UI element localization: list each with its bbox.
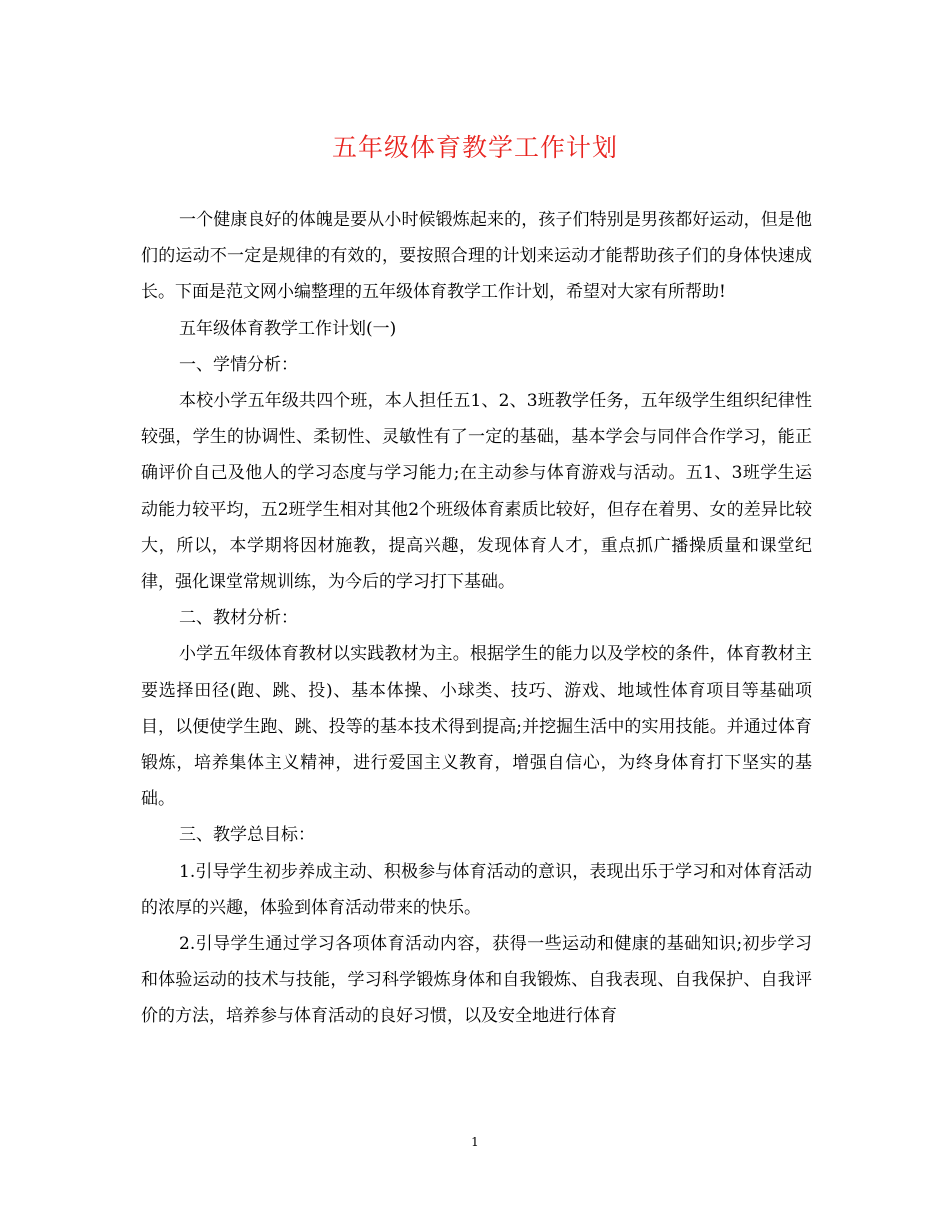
goal-item-1: 1.引导学生初步养成主动、积极参与体育活动的意识，表现出乐于学习和对体育活动的浓厚的兴趣，体验到体育活动带来的快乐。	[141, 861, 812, 918]
document-body	[141, 202, 812, 1035]
document-title: 五年级体育教学工作计划	[331, 133, 618, 162]
section-heading-textbook-analysis: 二、教材分析：	[179, 608, 298, 629]
plan-subtitle: 五年级体育教学工作计划(一)	[179, 318, 397, 339]
goal-item-2: 2.引导学生通过学习各项体育活动内容，获得一些运动和健康的基础知识;初步学习和体验运动的技术与技能，学习科学锻炼身体和自我锻炼、自我表现、自我保护、自我评价的方法，培养参与体育活动的良好习惯，以及安全地进行体育	[141, 934, 812, 1027]
textbook-analysis-paragraph: 小学五年级体育教材以实践教材为主。根据学生的能力以及学校的条件，体育教材主要选择田径(跑、跳、投)、基本体操、小球类、技巧、游戏、地域性体育项目等基础项目，以便使学生跑、跳、投等的基本技术得到提高;并挖掘生活中的实用技能。并通过体育锻炼，培养集体主义精神，进行爱国主义教育，增强自信心，为终身体育打下坚实的基础。	[141, 644, 812, 810]
intro-paragraph: 一个健康良好的体魄是要从小时候锻炼起来的，孩子们特别是男孩都好运动，但是他们的运动不一定是规律的有效的，要按照合理的计划来运动才能帮助孩子们的身体快速成长。下面是范文网小编整理的五年级体育教学工作计划，希望对大家有所帮助!	[141, 210, 812, 303]
page-number: 1	[471, 1135, 479, 1149]
section-heading-student-analysis: 一、学情分析：	[179, 354, 298, 375]
section-heading-teaching-goals: 三、教学总目标：	[179, 825, 315, 846]
student-analysis-paragraph: 本校小学五年级共四个班，本人担任五1、2、3班教学任务，五年级学生组织纪律性较强，学生的协调性、柔韧性、灵敏性有了一定的基础，基本学会与同伴合作学习，能正确评价自己及他人的学习态度与学习能力;在主动参与体育游戏与活动。五1、3班学生运动能力较平均，五2班学生相对其他2个班级体育素质比较好，但存在着男、女的差异比较大，所以，本学期将因材施教，提高兴趣，发现体育人才，重点抓广播操质量和课堂纪律，强化课堂常规训练，为今后的学习打下基础。	[141, 391, 812, 593]
